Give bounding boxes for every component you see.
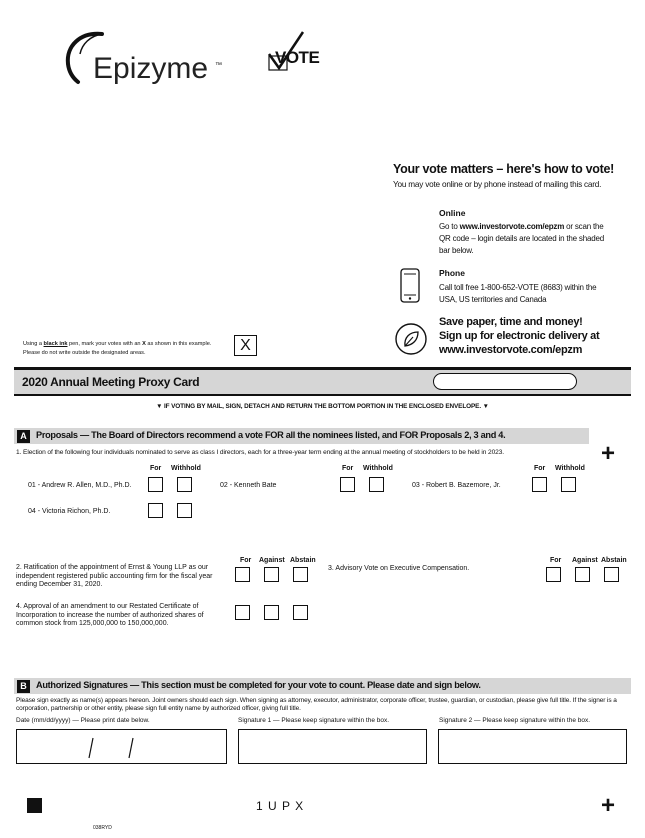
proposal-4-against-checkbox[interactable]: [264, 605, 279, 620]
nominee-01-for-checkbox[interactable]: [148, 477, 163, 492]
eco-line-2: Sign up for electronic delivery at: [439, 330, 600, 342]
proposal-4-for-checkbox[interactable]: [235, 605, 250, 620]
ink-note-text-3: as shown in this example.: [145, 341, 212, 347]
proposal-4-text: 4. Approval of an amendment to our Restated Certificate of Incorporation to increase the number of authorized shares of common stock from 125,000,000 to 150,000,000.: [16, 603, 204, 628]
section-a-letter: A: [17, 430, 30, 443]
proposal-3-for-checkbox[interactable]: [546, 567, 561, 582]
proposal-2-text: 2. Ratification of the appointment of Ernst & Young LLP as our independent registered public accounting firm for the fiscal year ending December 31, 2020.: [16, 564, 213, 589]
ink-note: [23, 340, 211, 358]
proposal-3-abstain-checkbox[interactable]: [604, 567, 619, 582]
section-a-title: Proposals — The Board of Directors recommend a vote FOR all the nominees listed, and FOR Proposals 2, 3 and 4.: [36, 430, 506, 440]
nominee-03: 03 - Robert B. Bazemore, Jr.: [412, 482, 501, 489]
signature-1-box[interactable]: [238, 729, 427, 764]
proposal-2-against-checkbox[interactable]: [264, 567, 279, 582]
phone-icon: [399, 268, 421, 304]
sig2-label: Signature 2 — Please keep signature within the box.: [439, 717, 591, 724]
example-mark-box: [234, 335, 257, 356]
leaf-icon: [394, 322, 428, 356]
nominee-03-withhold-checkbox[interactable]: [561, 477, 576, 492]
brand-name: Epizyme: [93, 52, 209, 85]
eco-url[interactable]: www.investorvote.com/epzm: [439, 344, 583, 356]
proposal-2-for-checkbox[interactable]: [235, 567, 250, 582]
card-title: 2020 Annual Meeting Proxy Card: [22, 375, 200, 389]
mail-note: ▼ IF VOTING BY MAIL, SIGN, DETACH AND RETURN THE BOTTOM PORTION IN THE ENCLOSED ENVELOPE. ▼: [156, 403, 489, 410]
plus-mark-top: +: [601, 440, 616, 467]
ink-note-line2: Please do not write outside the designated areas.: [23, 350, 146, 356]
ink-note-x: X: [142, 341, 146, 347]
proposal-2-abstain-checkbox[interactable]: [293, 567, 308, 582]
date-input-box[interactable]: [16, 729, 227, 764]
section-b-title: Authorized Signatures — This section must be completed for your vote to count. Please date and sign below.: [36, 680, 481, 690]
col-for-2: For: [342, 465, 354, 472]
card-bottom-rule: [14, 394, 631, 396]
col-withhold-2: Withhold: [363, 465, 393, 472]
nominee-04: 04 - Victoria Richon, Ph.D.: [28, 508, 111, 515]
col-against-p2: Against: [259, 557, 285, 564]
section-b-letter: B: [17, 680, 30, 693]
trademark: ™: [215, 62, 222, 69]
signature-2-box[interactable]: [438, 729, 627, 764]
vote-logo: [265, 30, 335, 74]
registration-mark: [27, 798, 42, 813]
eco-line-1: Save paper, time and money!: [439, 316, 583, 328]
footer-small-code: 038RYD: [93, 825, 112, 831]
online-text: [439, 221, 614, 257]
nominee-02-for-checkbox[interactable]: [340, 477, 355, 492]
online-text-2: or scan the QR code – login details are located in the shaded bar below.: [439, 222, 604, 255]
nominee-02: 02 - Kenneth Bate: [220, 482, 277, 489]
nominee-04-withhold-checkbox[interactable]: [177, 503, 192, 518]
nominee-04-for-checkbox[interactable]: [148, 503, 163, 518]
online-text-1: Go to: [439, 222, 460, 231]
col-for-3: For: [534, 465, 546, 472]
ink-note-text-1: Using a: [23, 341, 44, 347]
nominee-01: 01 - Andrew R. Allen, M.D., Ph.D.: [28, 482, 132, 489]
proposal-3-text: 3. Advisory Vote on Executive Compensation.: [328, 565, 470, 572]
ink-note-text-2: pen, mark your votes with an: [67, 341, 143, 347]
col-withhold-1: Withhold: [171, 465, 201, 472]
phone-heading: Phone: [439, 268, 465, 278]
col-for-p3: For: [550, 557, 562, 564]
section-b-instructions: Please sign exactly as name(s) appears hereon. Joint owners should each sign. When signing as attorney, executor, administrator, corporate officer, trustee, guardian, or custodian, please give full title. If the signer is a corporation, partnership or other entity, please sign full entity name by authorized officer, giving full title.: [16, 697, 617, 713]
date-slashes: [17, 730, 228, 765]
vote-text: VOTE: [275, 48, 320, 67]
instructions-subtitle: You may vote online or by phone instead of mailing this card.: [393, 180, 602, 189]
proposal-1-text: 1. Election of the following four individuals nominated to serve as class I directors, each for a three-year term ending at the annual meeting of stockholders to be held in 2023.: [16, 449, 505, 456]
ink-note-bold: black ink: [43, 341, 68, 347]
col-against-p3: Against: [572, 557, 598, 564]
control-number-box: [433, 373, 577, 390]
proposal-4-abstain-checkbox[interactable]: [293, 605, 308, 620]
phone-text: Call toll free 1-800-652-VOTE (8683) within the USA, US territories and Canada: [439, 283, 597, 304]
plus-mark-bottom: +: [601, 792, 616, 819]
example-mark: X: [240, 337, 251, 354]
online-url[interactable]: www.investorvote.com/epzm: [459, 222, 565, 231]
footer-code: 1 U P X: [256, 799, 305, 813]
col-for-p2: For: [240, 557, 252, 564]
nominee-03-for-checkbox[interactable]: [532, 477, 547, 492]
col-abstain-p3: Abstain: [601, 557, 627, 564]
date-label: Date (mm/dd/yyyy) — Please print date below.: [16, 717, 150, 724]
col-withhold-3: Withhold: [555, 465, 585, 472]
epizyme-logo: [60, 28, 230, 98]
instructions-title: Your vote matters – here's how to vote!: [393, 162, 614, 176]
col-abstain-p2: Abstain: [290, 557, 316, 564]
nominee-01-withhold-checkbox[interactable]: [177, 477, 192, 492]
nominee-02-withhold-checkbox[interactable]: [369, 477, 384, 492]
online-heading: Online: [439, 208, 466, 218]
sig1-label: Signature 1 — Please keep signature within the box.: [238, 717, 390, 724]
col-for-1: For: [150, 465, 162, 472]
proposal-3-against-checkbox[interactable]: [575, 567, 590, 582]
